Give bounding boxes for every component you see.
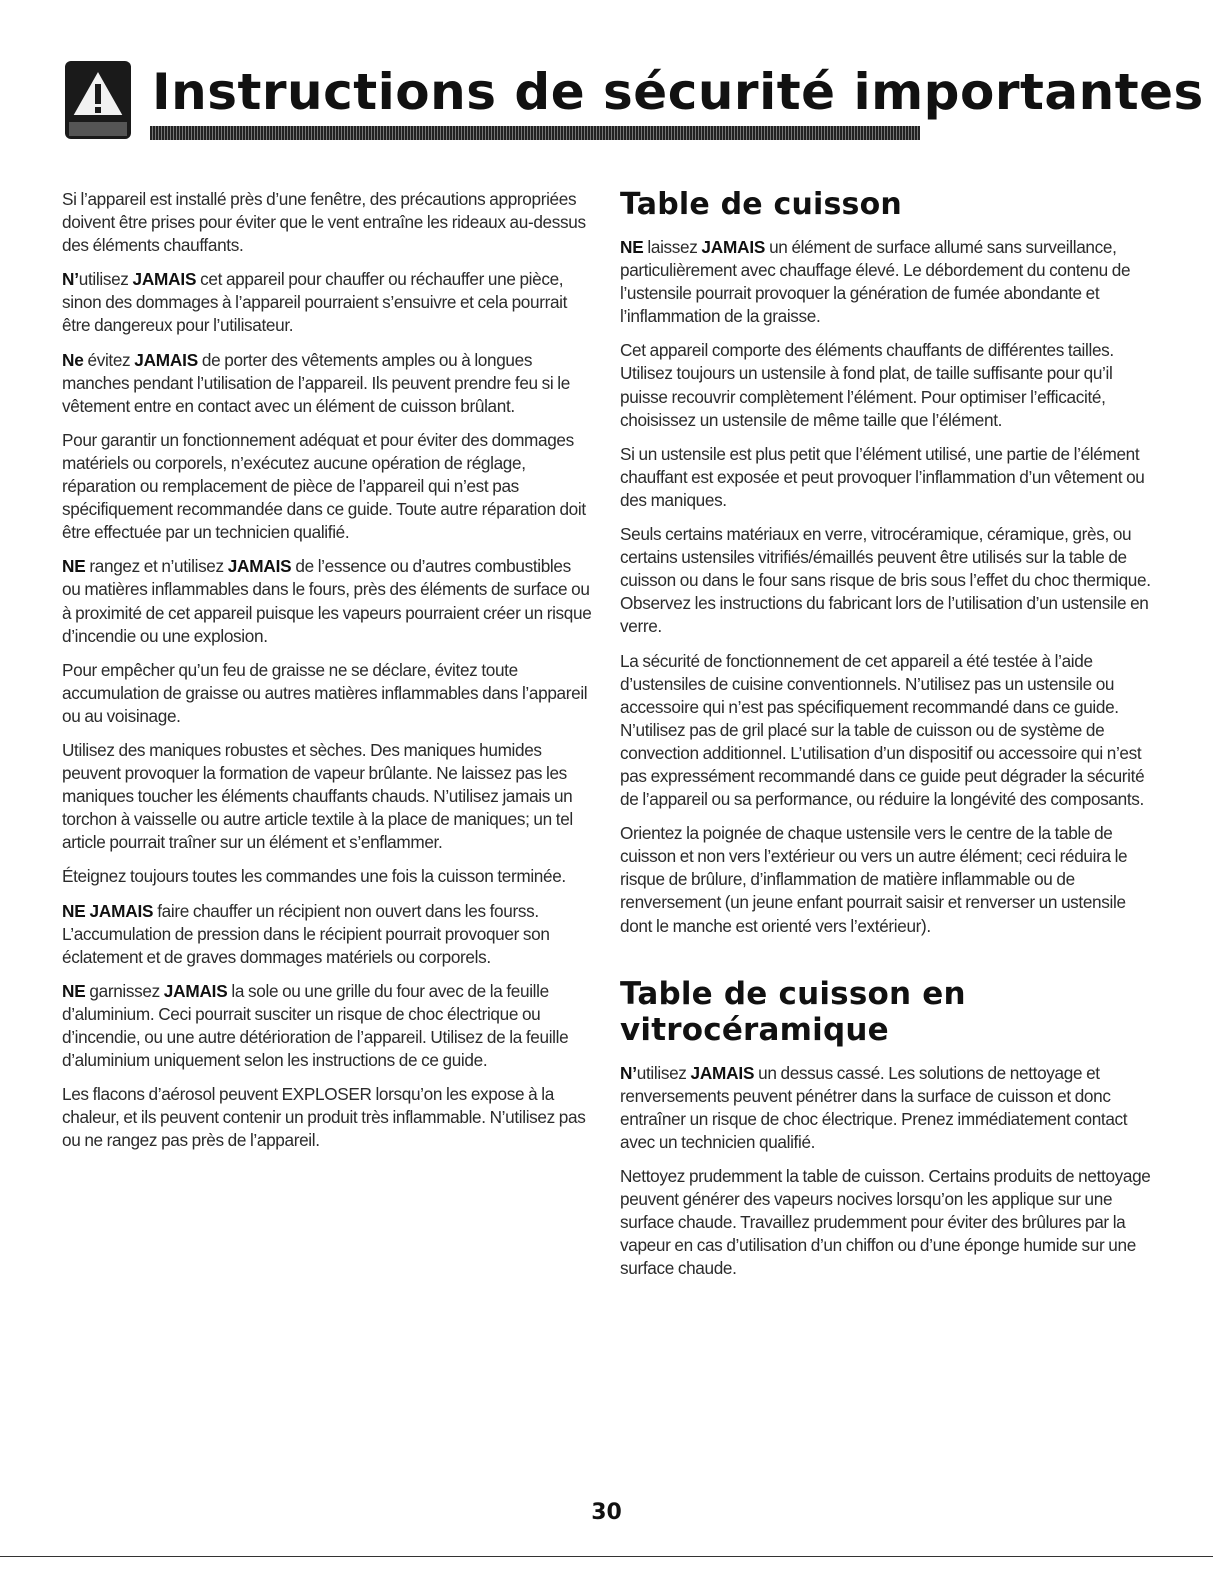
paragraph: Si l’appareil est installé près d’une fenêtre, des précautions appropriées doivent être prises pour éviter que le vent entraîne les rideaux au-dessus des éléments chauffants. — [62, 189, 586, 256]
paragraph: Pour empêcher qu’un feu de graisse ne se déclare, évitez toute accumulation de graisse ou autres matières inflammables dans l’appareil ou au voisinage. — [62, 659, 588, 726]
paragraph: Orientez la poignée de chaque ustensile vers le centre de la table de cuisson et non vers l’extérieur ou vers un autre élément; ceci réduira le risque de brûlure, d’inflammation de matière inflammable ou de renversement (un jeune enfant pourrait saisir et renverser un ustensile dont le manche est orienté vers l’extérieur). — [620, 823, 1128, 936]
paragraph: Cet appareil comporte des éléments chauffants de différentes tailles. Utilisez toujours un ustensile à fond plat, de taille suffisante pour qu’il puisse recouvrir complètement l’élément. Pour optimiser l’efficacité, choisissez un ustensile de même taille que l’élément. — [620, 340, 1114, 430]
paragraph: Seuls certains matériaux en verre, vitrocéramique, céramique, grès, ou certains ustensiles vitrifiés/émaillés peuvent être utilisés sur la table de cuisson ou dans le four sans risque de bris sous l’effet du choc thermique. Observez les instructions du fabricant lors de l’utilisation d’un ustensile en verre. — [620, 524, 1151, 637]
paragraph: Pour garantir un fonctionnement adéquat et pour éviter des dommages matériels ou corporels, n’exécutez aucune opération de réglage, réparation ou remplacement de pièce de l’appareil qui n’est pas spécifiquement recommandée dans ce guide. Toute autre réparation doit être effectuée par un technicien qualifié. — [62, 429, 586, 543]
section-heading-table-de-cuisson: Table de cuisson — [620, 187, 902, 222]
section-heading-vitroceramique: Table de cuisson en vitrocéramique — [620, 975, 966, 1048]
warning-triangle-icon — [64, 60, 132, 140]
page-title: Instructions de sécurité importantes — [152, 63, 1204, 121]
bottom-divider — [0, 1556, 1213, 1557]
paragraph: La sécurité de fonctionnement de cet appareil a été testée à l’aide d’ustensiles de cuisine conventionnels. N’utilisez pas un ustensile ou accessoire qui n’est pas spécifiquement recommandé dans ce guide. N’utilisez pas de gril placé sur la table de cuisson ou de système de convection additionnel. L’utilisation d’un dispositif ou accessoire qui n’est pas expressément recommandé dans ce guide peut dégrader la sécurité de l’appareil ou sa performance, ou réduire la longévité des composants. — [620, 650, 1145, 810]
paragraph: Ne évitez JAMAIS de porter des vêtements amples ou à longues manches pendant l’utilisation de l’appareil. Ils peuvent prendre feu si le vêtement entre en contact avec un élément de cuisson brûlant. — [62, 349, 570, 416]
page-header — [64, 58, 1204, 148]
paragraph: Éteignez toujours toutes les commandes une fois la cuisson terminée. — [62, 866, 566, 887]
paragraph: N’utilisez JAMAIS cet appareil pour chauffer ou réchauffer une pièce, sinon des dommages à l’appareil pourraient s’ensuivre et cela pourrait être dangereux pour l’utilisateur. — [62, 269, 568, 336]
paragraph: Les flacons d’aérosol peuvent EXPLOSER lorsqu’on les expose à la chaleur, et ils peuvent contenir un produit très inflammable. N’utilisez pas ou ne rangez pas près de l’appareil. — [62, 1084, 586, 1151]
left-column — [62, 188, 592, 1163]
paragraph: NE garnissez JAMAIS la sole ou une grille du four avec de la feuille d’aluminium. Ceci pourrait susciter un risque de choc électrique ou d’incendie, ou une autre détérioration de l’appareil. Utilisez de la feuille d’aluminium uniquement selon les instructions de ce guide. — [62, 980, 569, 1071]
paragraph: NE laissez JAMAIS un élément de surface allumé sans surveillance, particulièrement avec chauffage élevé. Le débordement du contenu de l’ustensile pourrait provoquer la génération de fumée abondante et l’inflammation de la graisse. — [620, 237, 1131, 327]
paragraph: N’utilisez JAMAIS un dessus cassé. Les solutions de nettoyage et renversements peuvent pénétrer dans la surface de cuisson et donc entraîner un risque de choc électrique. Prenez immédiatement contact avec un technicien qualifié. — [620, 1062, 1128, 1152]
paragraph: Si un ustensile est plus petit que l’élément utilisé, une partie de l’élément chauffant est exposée et peut provoquer l’inflammation d’un vêtement ou des maniques. — [620, 443, 1145, 510]
paragraph: Utilisez des maniques robustes et sèches. Des maniques humides peuvent provoquer la formation de vapeur brûlante. Ne laissez pas les maniques toucher les éléments chauffants chauds. N’utilisez jamais un torchon à vaisselle ou autre article textile à la place de maniques; un tel article pourrait traîner sur un élément et s’enflammer. — [62, 739, 573, 853]
paragraph: NE rangez et n’utilisez JAMAIS de l’essence ou d’autres combustibles ou matières inflammables dans le fours, près des éléments de surface ou à proximité de cet appareil puisque les vapeurs pourraient créer un risque d’incendie ou une explosion. — [62, 556, 592, 646]
title-underline — [150, 126, 920, 140]
paragraph: Nettoyez prudemment la table de cuisson. Certains produits de nettoyage peuvent générer des vapeurs nocives lorsqu’on les applique sur une surface chaude. Travaillez prudemment pour éviter des brûlures par la vapeur en cas d’utilisation d’un chiffon ou d’une éponge humide sur une surface chaude. — [620, 1166, 1151, 1279]
paragraph: NE JAMAIS faire chauffer un récipient non ouvert dans les fourss. L’accumulation de pression dans le récipient pourrait provoquer son éclatement et de graves dommages matériels ou corporels. — [62, 900, 550, 967]
right-column — [620, 188, 1156, 1291]
page-number: 30 — [591, 1500, 622, 1525]
